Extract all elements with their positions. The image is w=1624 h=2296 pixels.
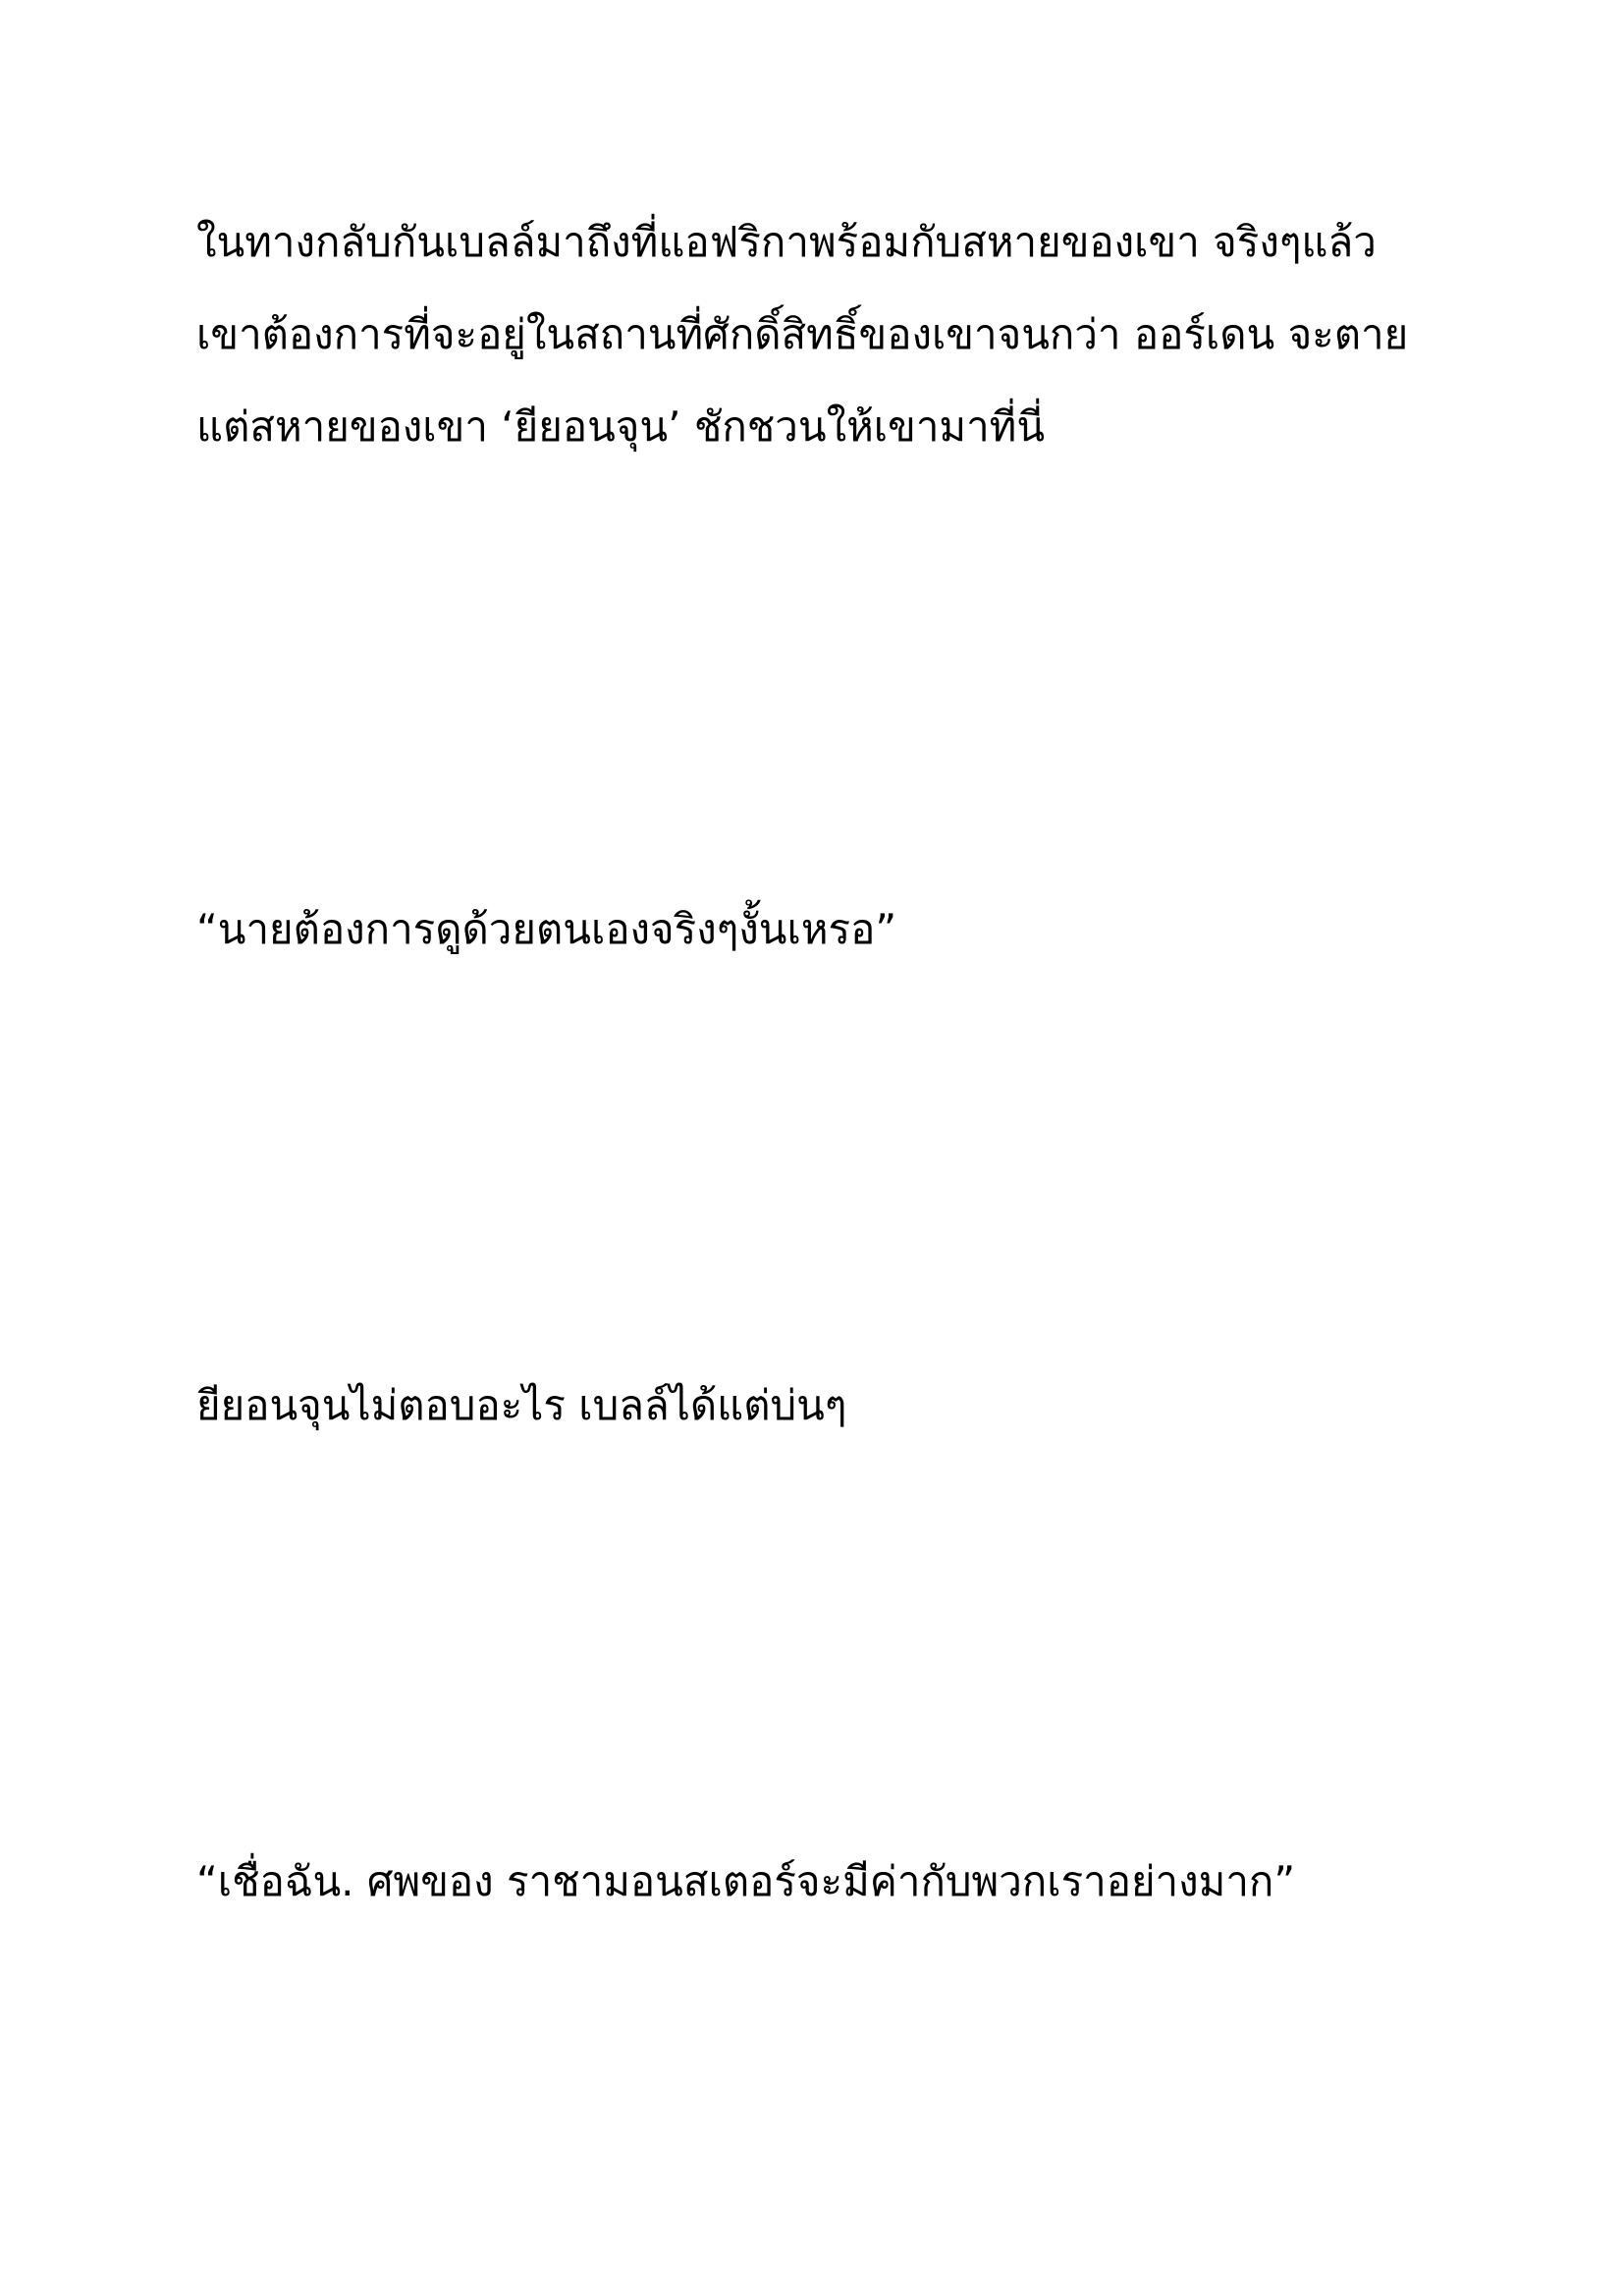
paragraph-3 <box>196 1360 1434 1452</box>
paragraph-2 <box>196 883 1434 976</box>
paragraph-1 <box>196 196 1434 473</box>
paragraph-4 <box>196 1836 1434 1928</box>
paragraph-line: เขาต้องการที่จะอยู่ในสถานที่ศักดิ์สิทธิ์ของเขาจนกว่า ออร์เดน จะตาย <box>196 310 1409 358</box>
paragraph-line: ในทางกลับกันเบลล์มาถึงที่แอฟริกาพร้อมกับสหายของเขา จริงๆแล้ว <box>196 218 1377 266</box>
paragraph-line: ยียอนจุนไม่ตอบอะไร เบลล์ได้แต่บ่นๆ <box>196 1381 847 1429</box>
dialogue-line: “เชื่อฉัน. ศพของ ราชามอนสเตอร์จะมีค่ากับพวกเราอย่างมาก” <box>196 1857 1296 1905</box>
dialogue-line: “นายต้องการดูด้วยตนเองจริงๆงั้นเหรอ” <box>196 905 897 953</box>
paragraph-line: แต่สหายของเขา ‘ยียอนจุน’ ชักชวนให้เขามาที่นี่ <box>196 402 1046 451</box>
